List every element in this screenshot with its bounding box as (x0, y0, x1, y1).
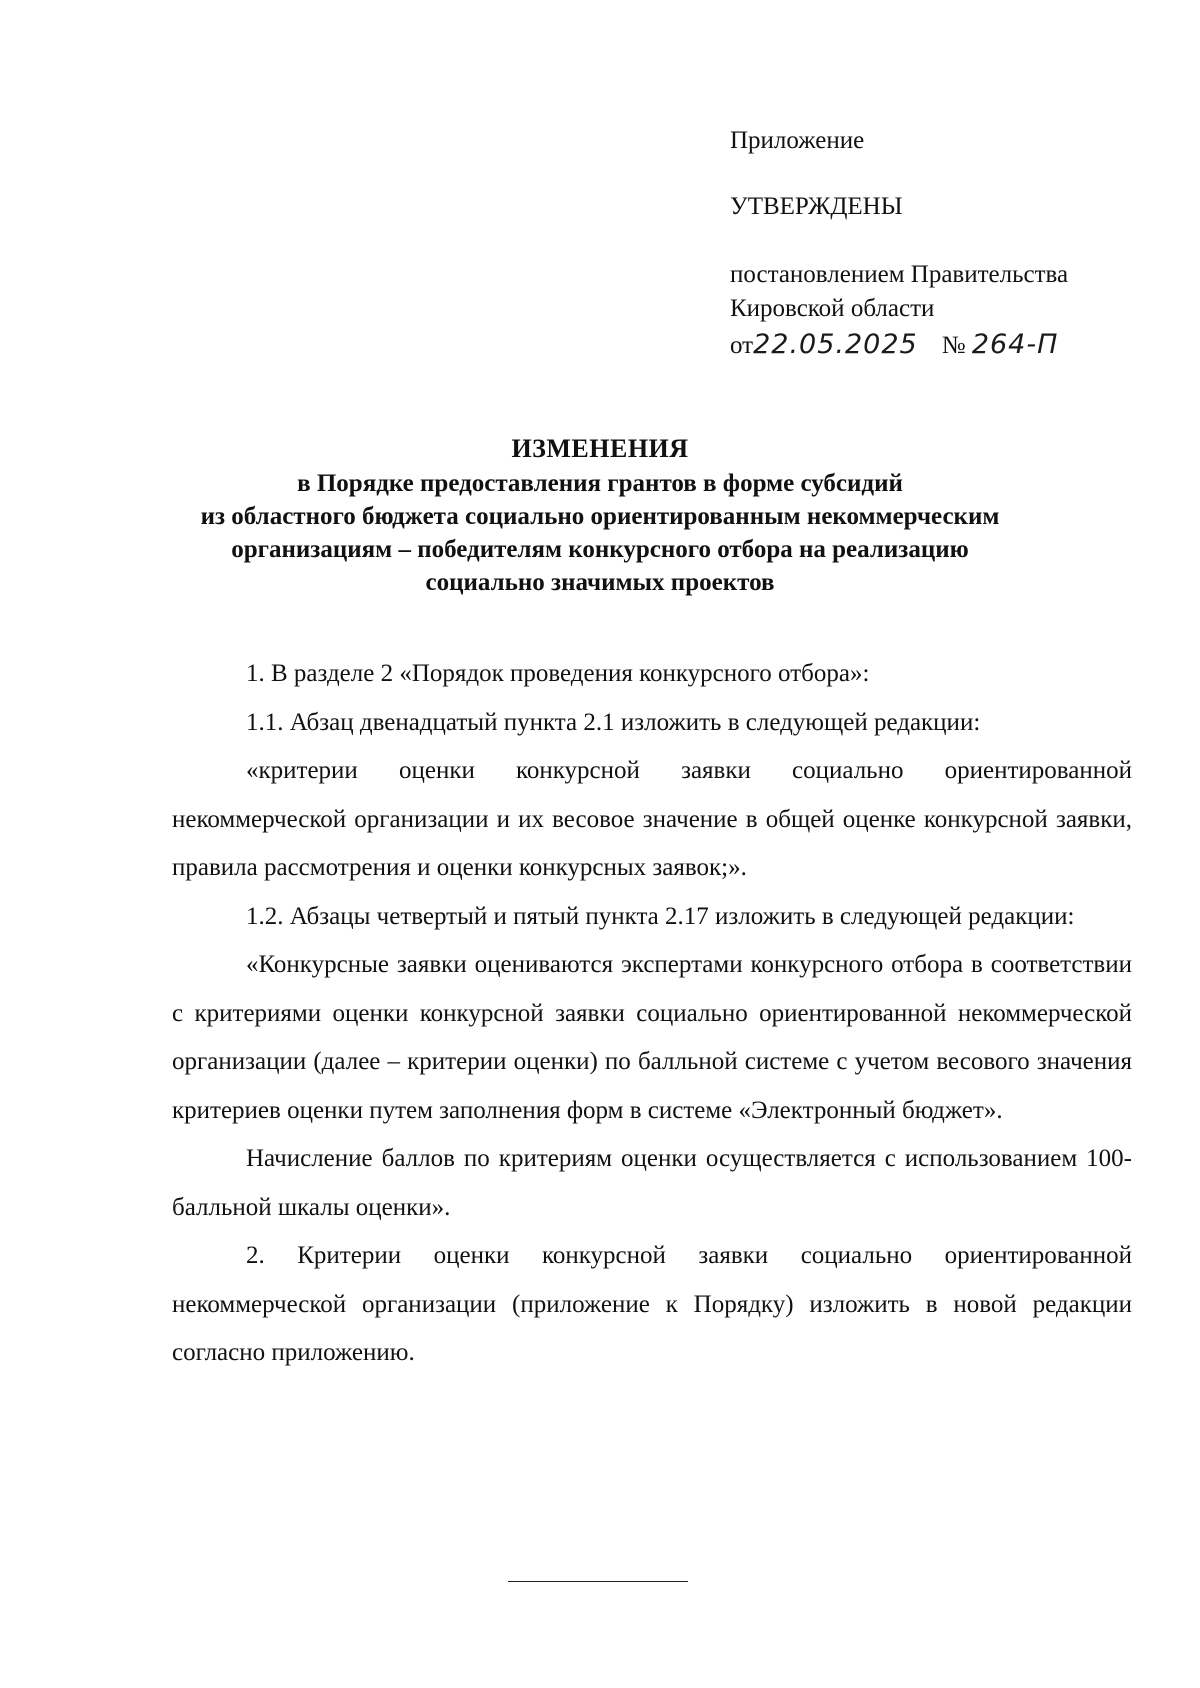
title-line-3: организациям – победителям конкурсного отбора на реализацию (231, 536, 969, 563)
paragraph-quote-criteria: «критерии оценки конкурсной заявки социально ориентированной некоммерческой организации и их весовое значение в общей оценке конкурсной заявки, правила рассмотрения и оценки конкурсных заявок;». (172, 757, 1132, 881)
document-title (150, 432, 1050, 599)
paragraph-scoring: Начисление баллов по критериям оценки осуществляется с использованием 100-балльной шкалы оценки». (172, 1145, 1132, 1221)
end-divider-line (508, 1581, 688, 1582)
number-prefix: № (941, 332, 966, 359)
paragraph-1: 1. В разделе 2 «Порядок проведения конкурсного отбора»: (246, 660, 870, 687)
approved-label: УТВЕРЖДЕНЫ (730, 193, 903, 220)
appendix-label: Приложение (730, 127, 865, 154)
paragraph-1-1: 1.1. Абзац двенадцатый пункта 2.1 изложить в следующей редакции: (246, 708, 981, 736)
title-line-4: социально значимых проектов (425, 569, 775, 596)
paragraph-quote-applications: «Конкурсные заявки оцениваются экспертами конкурсного отбора в соответствии с критериями оценки конкурсной заявки социально ориентированной некоммерческой организации (далее – критерии оценки) по балльной системе с учетом весового значения критериев оценки путем заполнения форм в системе «Электронный бюджет». (172, 951, 1132, 1124)
document-body (172, 650, 1132, 1378)
handwritten-number: 264-П (971, 329, 1059, 360)
approval-issuer-line-2: Кировской области (730, 295, 935, 322)
handwritten-date: 22.05.2025 (753, 329, 918, 360)
title-line-2: из областного бюджета социально ориентированным некоммерческим (200, 503, 1000, 530)
title-main: ИЗМЕНЕНИЯ (511, 434, 689, 463)
approval-issuer-line-1: постановлением Правительства (730, 261, 1069, 288)
title-line-1: в Порядке предоставления грантов в форме субсидий (297, 470, 903, 497)
date-prefix: от (730, 332, 754, 359)
approval-stamp-block (730, 124, 1170, 363)
approval-date-number-line (730, 328, 1170, 363)
paragraph-1-2: 1.2. Абзацы четвертый и пятый пункта 2.17 изложить в следующей редакции: (246, 902, 1075, 930)
paragraph-2: 2. Критерии оценки конкурсной заявки социально ориентированной некоммерческой организации (приложение к Порядку) изложить в новой редакции согласно приложению. (172, 1242, 1132, 1366)
